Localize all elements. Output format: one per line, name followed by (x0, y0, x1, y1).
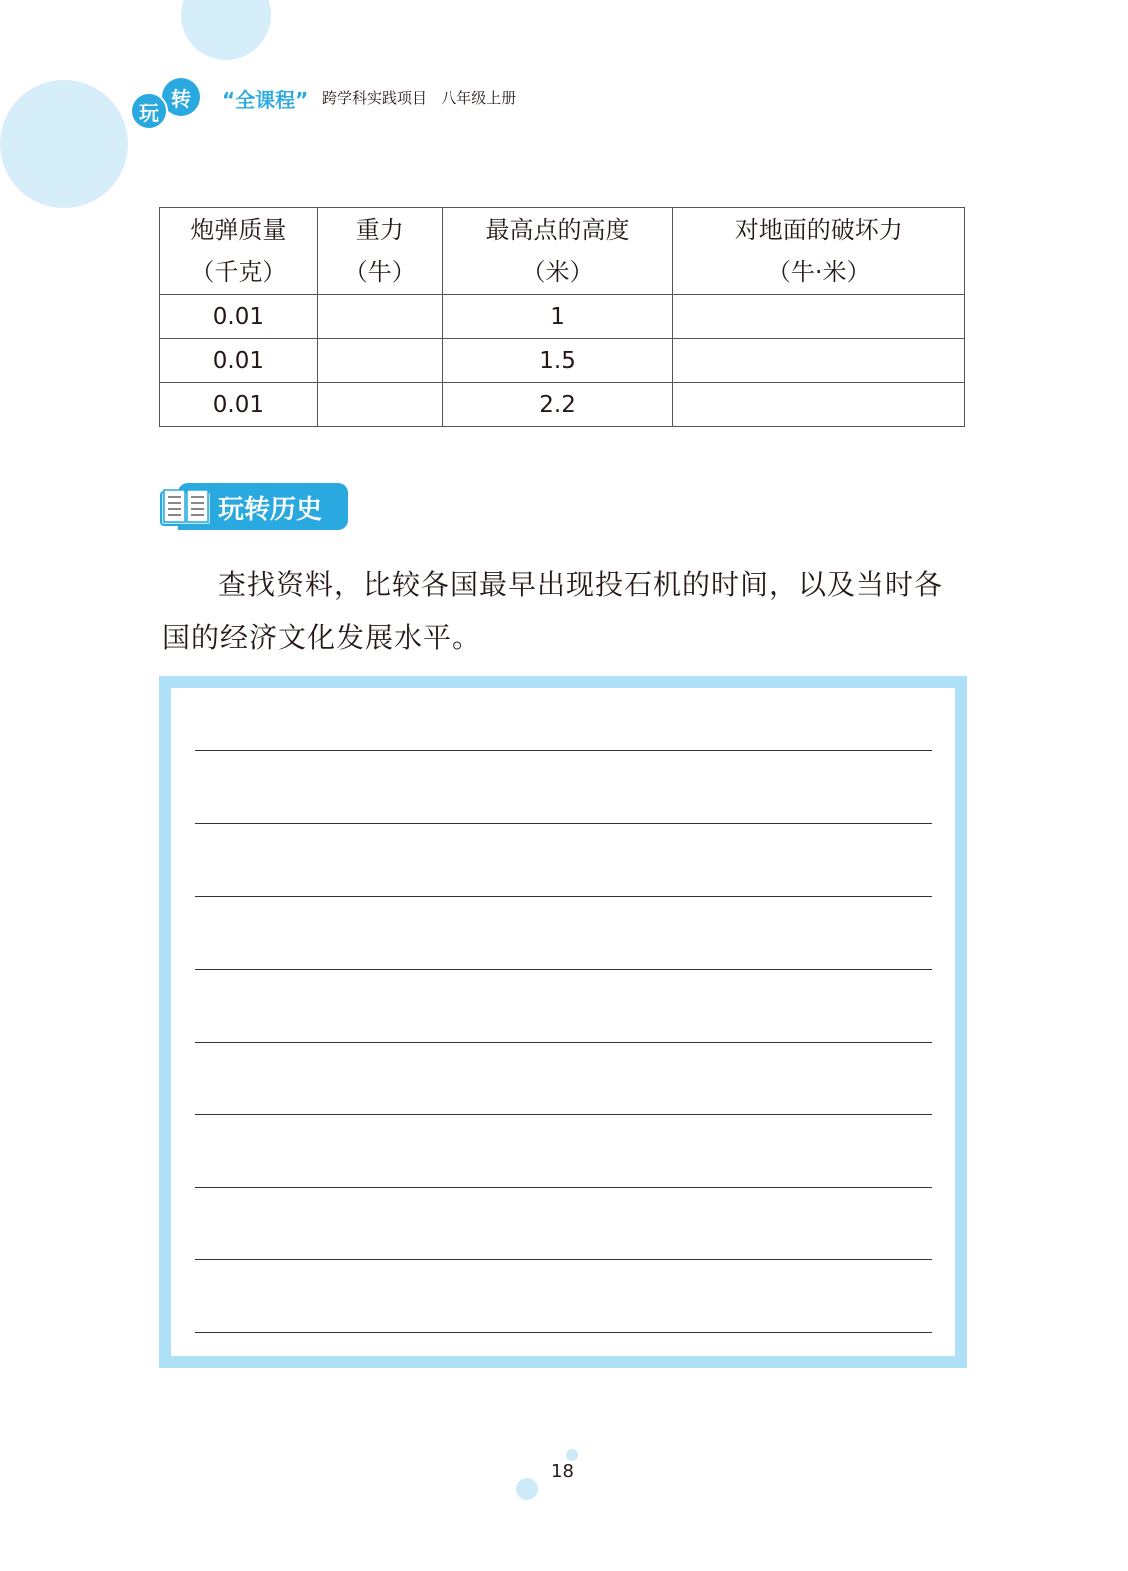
table-header-cell (442, 208, 673, 295)
table-cell: 0.01 (160, 295, 318, 339)
writing-line[interactable] (195, 1042, 932, 1043)
logo (130, 78, 202, 128)
table-row (160, 383, 965, 427)
section-tag (160, 483, 350, 530)
open-book-icon (160, 489, 216, 527)
header-line: 最高点的高度 (485, 216, 630, 244)
writing-line[interactable] (195, 1332, 932, 1333)
header-line: 对地面的破坏力 (734, 216, 903, 244)
table-header-cell (160, 208, 318, 295)
data-table (159, 207, 965, 427)
header-unit: （千克） (190, 258, 287, 286)
header-line: 炮弹质量 (190, 216, 287, 244)
decor-circle (181, 0, 271, 60)
task-paragraph: 查找资料，比较各国最早出现投石机的时间，以及当时各国的经济文化发展水平。 (162, 568, 944, 654)
table-cell[interactable] (317, 295, 442, 339)
table-header-cell (317, 208, 442, 295)
header-unit: （牛） (343, 258, 416, 286)
header-subtitle: 跨学科实践项目 八年级上册 (322, 89, 517, 107)
writing-line[interactable] (195, 1114, 932, 1115)
table-header-cell (673, 208, 965, 295)
header-unit: （米） (521, 258, 594, 286)
table-cell: 2.2 (442, 383, 673, 427)
section-title: 玩转历史 (218, 495, 323, 525)
table-cell[interactable] (673, 295, 965, 339)
answer-writing-box[interactable] (159, 676, 967, 1368)
logo-char: 玩 (130, 92, 168, 130)
table-row (160, 339, 965, 383)
header-line: 重力 (355, 216, 404, 244)
table-cell[interactable] (673, 339, 965, 383)
table-cell: 0.01 (160, 383, 318, 427)
table-header-row (160, 208, 965, 295)
table-cell: 1 (442, 295, 673, 339)
table-cell: 1.5 (442, 339, 673, 383)
page-number: 18 (551, 1461, 574, 1482)
table-row (160, 295, 965, 339)
writing-line[interactable] (195, 750, 932, 751)
logo-char: 转 (162, 78, 200, 116)
writing-line[interactable] (195, 1259, 932, 1260)
decor-circle (516, 1478, 538, 1500)
writing-line[interactable] (195, 823, 932, 824)
decor-circle (0, 80, 128, 208)
table-cell: 0.01 (160, 339, 318, 383)
decor-circle (566, 1449, 578, 1461)
header-unit: （牛·米） (766, 258, 871, 286)
table-cell[interactable] (317, 383, 442, 427)
table-cell[interactable] (317, 339, 442, 383)
table-cell[interactable] (673, 383, 965, 427)
header-title: “全课程” (222, 88, 309, 112)
writing-line[interactable] (195, 969, 932, 970)
writing-line[interactable] (195, 896, 932, 897)
writing-line[interactable] (195, 1187, 932, 1188)
